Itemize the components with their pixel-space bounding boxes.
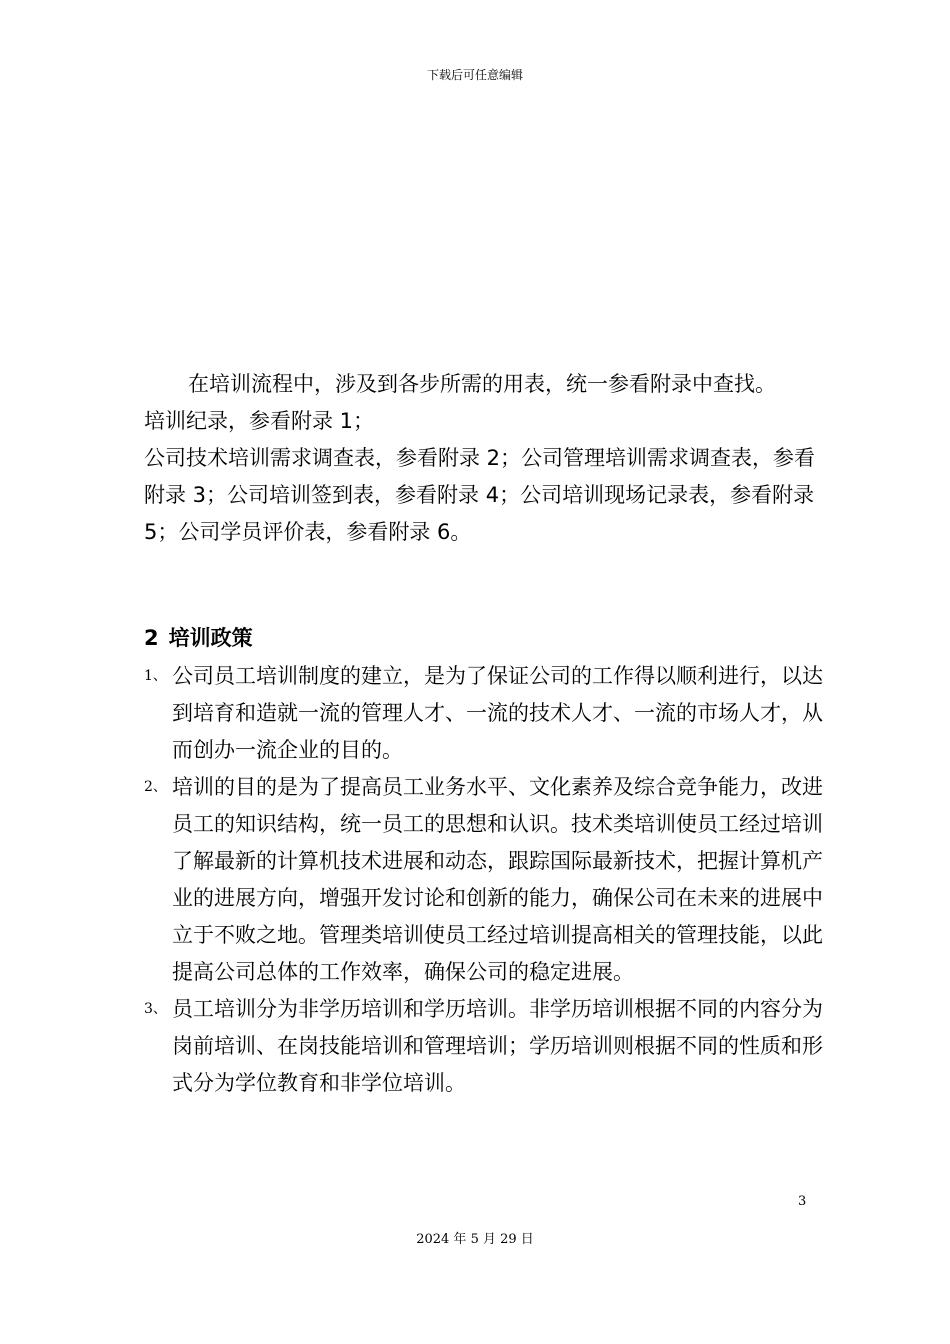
policy-text: 员工培训分为非学历培训和学历培训。非学历培训根据不同的内容分为岗前培训、在岗技能培训和管理培训；学历培训则根据不同的性质和形式分为学位教育和非学位培训。 xyxy=(172,997,823,1095)
list-marker: 1、 xyxy=(144,668,167,684)
policy-item xyxy=(144,991,824,1102)
policy-list xyxy=(144,658,824,1102)
policy-item xyxy=(144,769,824,991)
list-marker: 2、 xyxy=(144,779,167,795)
section-heading xyxy=(144,620,253,657)
forms-reference-line: 公司技术培训需求调查表，参看附录 2；公司管理培训需求调查表，参看附录 3；公司培训签到表，参看附录 4；公司培训现场记录表，参看附录 5；公司学员评价表，参看附录 6。 xyxy=(144,446,816,544)
policy-text: 公司员工培训制度的建立，是为了保证公司的工作得以顺利进行，以达到培育和造就一流的管理人才、一流的技术人才、一流的市场人才，从而创办一流企业的目的。 xyxy=(172,664,823,762)
training-record-line: 培训纪录，参看附录 1； xyxy=(144,409,375,433)
intro-section xyxy=(144,366,824,551)
section-title: 培训政策 xyxy=(168,626,253,650)
list-marker: 3、 xyxy=(144,1001,167,1017)
policy-text: 培训的目的是为了提高员工业务水平、文化素养及综合竞争能力，改进员工的知识结构，统一员工的思想和认识。技术类培训使员工经过培训了解最新的计算机技术进展和动态，跟踪国际最新技术，把握计算机产业的进展方向，增强开发讨论和创新的能力，确保公司在未来的进展中立于不败之地。管理类培训使员工经过培训提高相关的管理技能，以此提高公司总体的工作效率，确保公司的稳定进展。 xyxy=(172,775,823,984)
page-number: 3 xyxy=(798,1194,807,1209)
section-number: 2 xyxy=(144,626,159,650)
intro-paragraph: 在培训流程中，涉及到各步所需的用表，统一参看附录中查找。 xyxy=(188,372,776,396)
page-header: 下载后可任意编辑 xyxy=(426,68,523,82)
page-footer-date: 2024 年 5 月 29 日 xyxy=(416,1232,534,1247)
policy-item xyxy=(144,658,824,769)
